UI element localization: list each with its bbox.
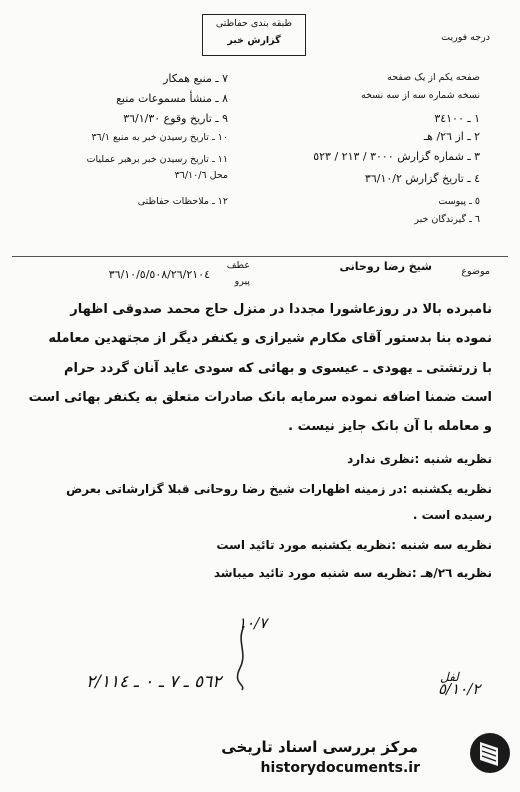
reference-label-2: پیرو: [234, 276, 250, 287]
signature-stroke: [226, 622, 266, 692]
field-8: ٨ ـ منشأ مسموعات منبع: [116, 92, 228, 105]
field-11-date: محل ٣٦/١٠/٦: [174, 170, 228, 181]
reference-numbers: ٣٦/١٠/٥/٥٠٨/٢٦/٢١٠٤: [108, 268, 210, 281]
field-1: ١ ـ ٣٤١٠٠: [434, 112, 480, 125]
opinion-sunday: نظریه یکشنبه :در زمینه اظهارات شیخ رضا روحانی قبلا گزارشاتی بعرض: [66, 482, 492, 496]
copy-info: نسخه شماره سه از سه نسخه: [360, 90, 480, 101]
body-line-5: و معامله با آن بانک جایز نیست .: [288, 419, 492, 434]
field-4: ٤ ـ تاریخ گزارش ٣٦/١٠/٢: [364, 172, 480, 185]
field-2: ٢ ـ از ٢٦/ هـ: [423, 130, 480, 143]
subject-value: شیخ رضا روحانی: [339, 260, 432, 273]
watermark-title: مرکز بررسی اسناد تاریخی: [221, 738, 418, 756]
handwritten-initial: ١٠/٧: [238, 614, 268, 632]
classification-box: [202, 14, 306, 56]
archive-number: ٥٦٢ ـ ٧ ـ ٠ ـ ٢/١١٤: [86, 672, 222, 692]
archive-emblem-icon: [468, 728, 512, 778]
opinion-tuesday: نظریه سه شنبه :نظریه یکشنبه مورد تائید است: [216, 538, 492, 552]
opinion-saturday: نظریه شنبه :نظری ندارد: [347, 452, 492, 466]
page-info: صفحه یکم از یک صفحه: [387, 72, 480, 83]
field-12: ١٢ ـ ملاحظات حفاظتی: [137, 196, 228, 207]
opinion-26: نظریه ٢٦/هـ :نظریه سه شنبه مورد تائید میباشد: [213, 566, 492, 580]
field-5: ٥ ـ پیوست: [438, 196, 480, 207]
field-6: ٦ ـ گیرندگان خبر: [414, 214, 480, 225]
urgency-label: درجه فوریت: [441, 32, 490, 43]
body-line-4: است ضمنا اضافه نموده سرمایه بانک صادرات متعلق به یکنفر بهائی است: [28, 390, 492, 405]
classification-level: طبقه بندی حفاظتی: [215, 18, 293, 29]
reference-label: عطف: [226, 260, 250, 271]
field-10: ١٠ ـ تاریخ رسیدن خبر به منبع ٣٦/١: [91, 132, 228, 143]
body-line-2: نموده بنا بدستور آقای مکارم شیرازی و یکنفر دیگر از مجتهدین معامله: [48, 331, 492, 346]
field-3: ٣ ـ شماره گزارش ٣٠٠٠ / ٢١٣ / ٥٢٣: [313, 150, 480, 163]
field-9: ٩ ـ تاریخ وقوع ٣٦/١/٣٠: [123, 112, 228, 125]
field-7: ٧ ـ منبع همکار: [163, 72, 228, 85]
body-line-3: با زرتشتی ـ یهودی ـ عیسوی و بهائی که سودی عاید آنان گردد حرام: [63, 361, 492, 376]
field-11: ١١ ـ تاریخ رسیدن خبر برهبر عملیات: [86, 154, 228, 165]
report-type: گزارش خبر: [227, 35, 281, 46]
opinion-sunday-cont: رسیده است .: [412, 508, 492, 522]
divider: [12, 256, 508, 257]
watermark-url: historydocuments.ir: [260, 760, 420, 776]
watermark-logo: [210, 732, 468, 784]
archive-ref: ٥/١٠/٢: [438, 680, 481, 698]
body-line-1: نامبرده بالا در روزعاشورا مجددا در منزل حاج محمد صدوقی اظهار: [70, 302, 492, 317]
handwritten-mark: لفل: [440, 670, 459, 684]
subject-label: موضوع: [461, 266, 490, 277]
